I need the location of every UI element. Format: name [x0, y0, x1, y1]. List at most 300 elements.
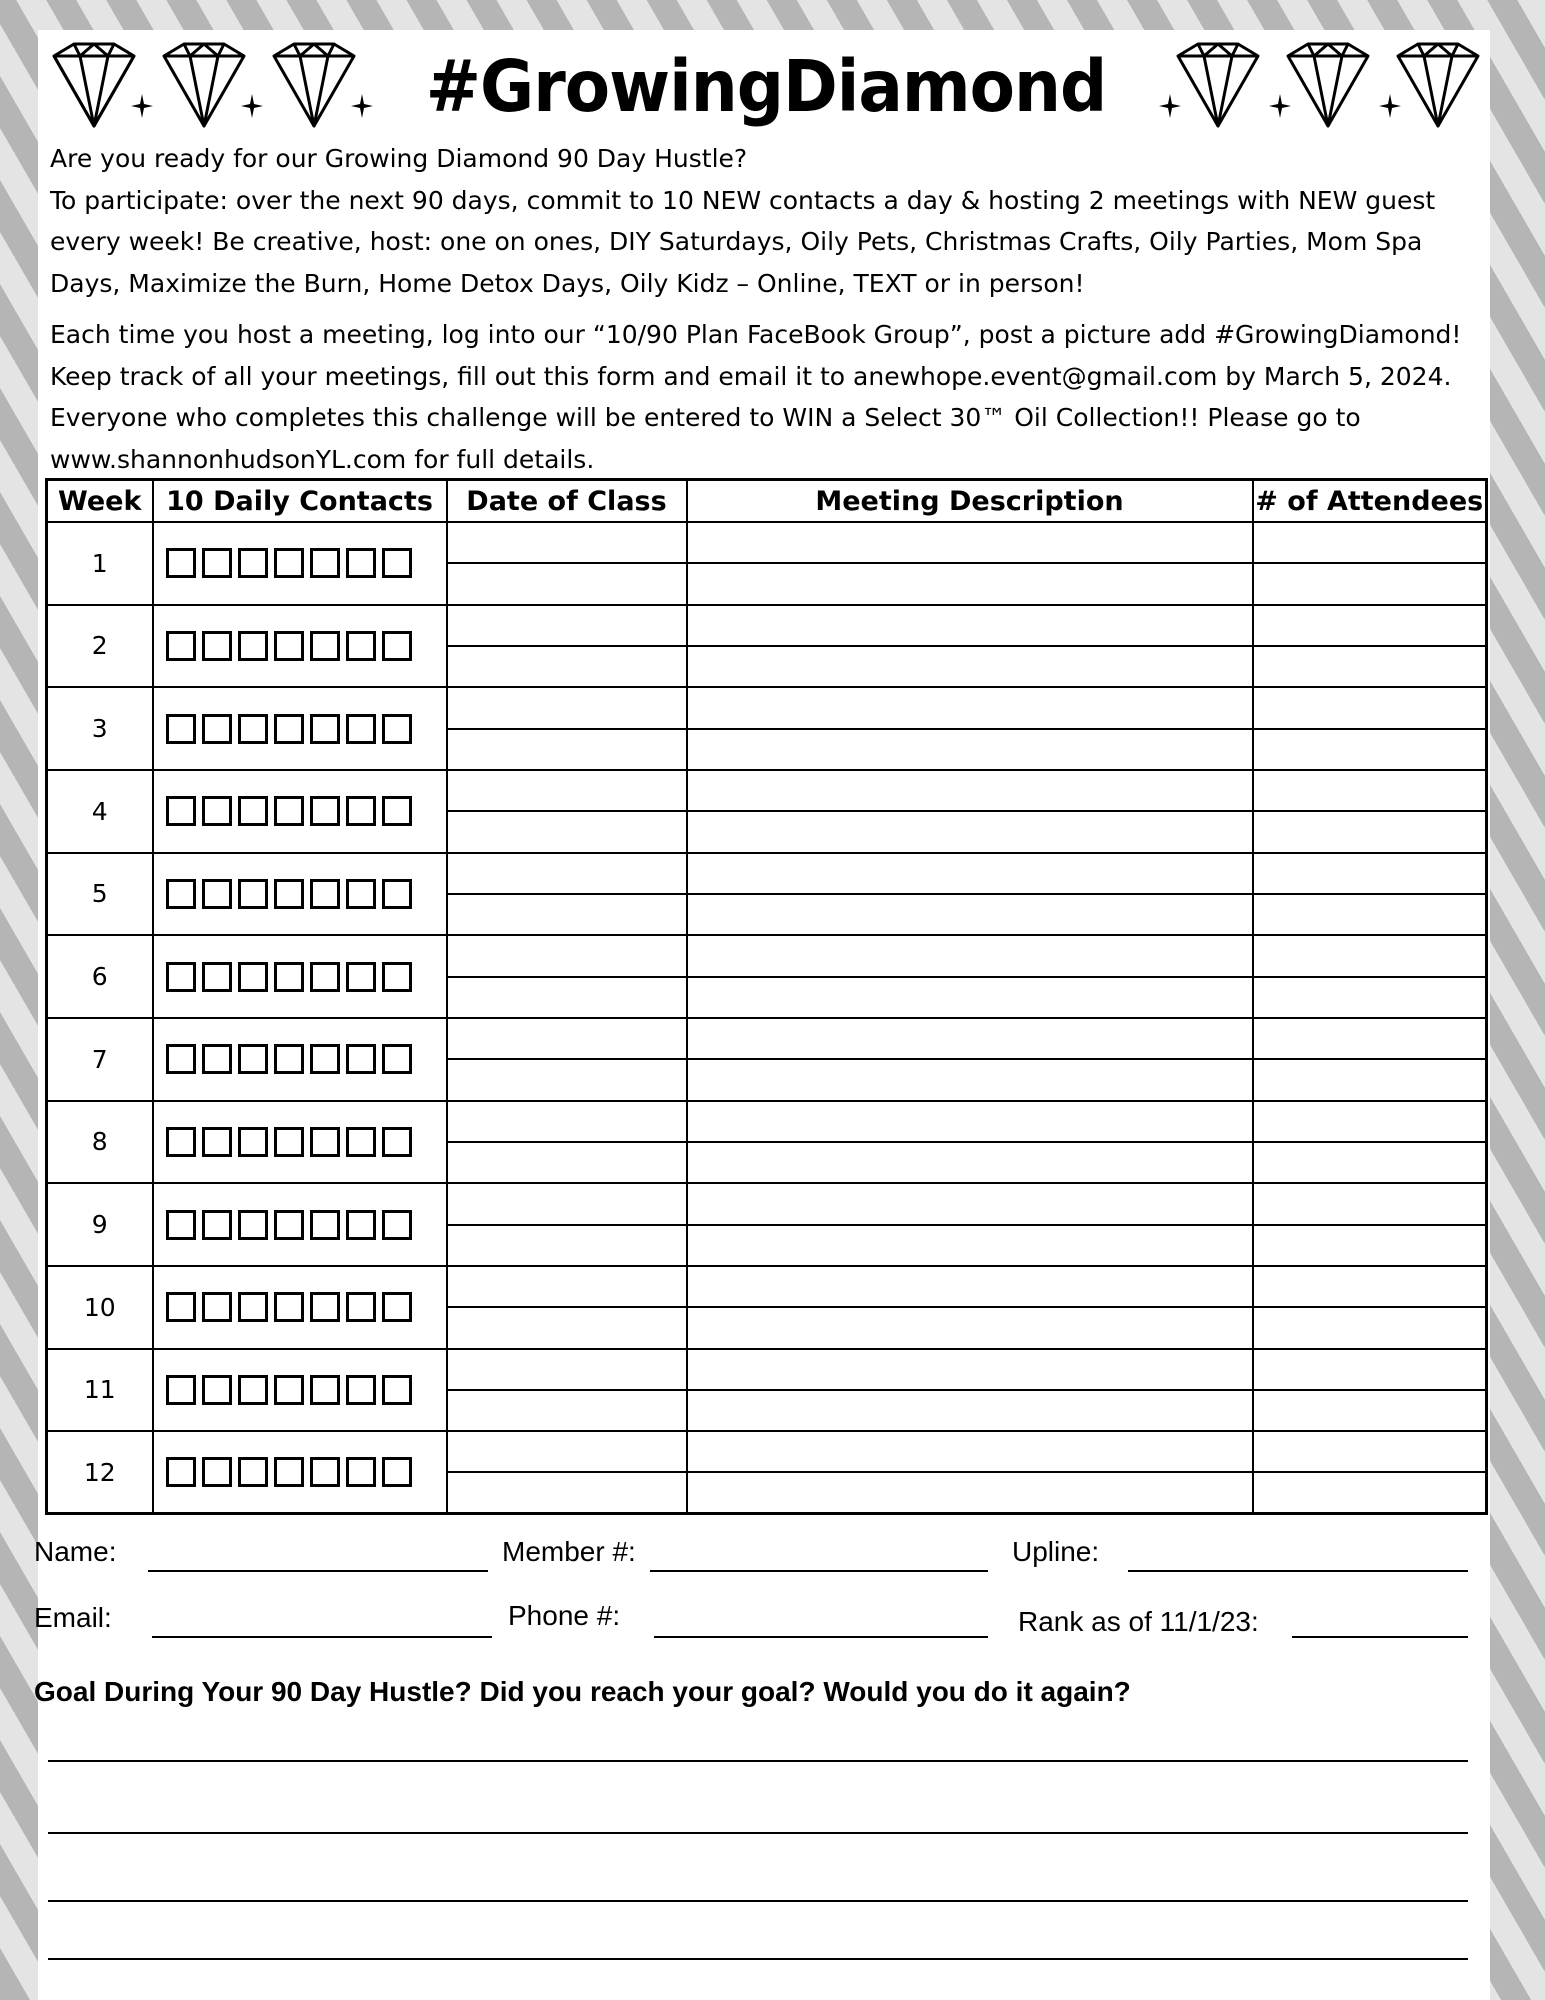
table-body: [47, 522, 1487, 1514]
member-number-field[interactable]: [650, 1570, 988, 1572]
meeting-entry-slot[interactable]: [688, 854, 1252, 895]
meeting-entry-slot[interactable]: [688, 730, 1252, 769]
hustle-log-table: [45, 478, 1488, 1515]
meeting-entry-slot[interactable]: [1254, 1184, 1486, 1225]
diamond-icon: [1378, 42, 1482, 130]
meeting-entry-slot[interactable]: [688, 688, 1252, 729]
contact-checkbox[interactable]: [274, 1375, 304, 1405]
sparkle-icon: [1269, 94, 1291, 118]
contact-checkbox[interactable]: [166, 1044, 196, 1074]
meeting-entry-slot[interactable]: [688, 1473, 1252, 1512]
contact-checkbox[interactable]: [166, 714, 196, 744]
attendees-cell: [1253, 522, 1487, 605]
table-row: [47, 935, 1487, 1018]
rank-field[interactable]: [1292, 1636, 1468, 1638]
contact-checkbox[interactable]: [346, 714, 376, 744]
two-meeting-slots: [448, 1350, 686, 1431]
contact-checkbox[interactable]: [382, 1457, 412, 1487]
meeting-entry-slot[interactable]: [1254, 812, 1486, 851]
goal-question: Goal During Your 90 Day Hustle? Did you reach your goal? Would you do it again?: [34, 1676, 1131, 1707]
week-number: 4: [47, 770, 153, 853]
daily-contacts-checkboxes: [154, 548, 446, 578]
two-meeting-slots: [448, 771, 686, 852]
contact-checkbox[interactable]: [382, 1044, 412, 1074]
two-meeting-slots: [1254, 1267, 1486, 1348]
contact-checkbox[interactable]: [346, 1292, 376, 1322]
contact-checkbox[interactable]: [382, 1210, 412, 1240]
meeting-entry-slot[interactable]: [448, 812, 686, 851]
contact-checkbox[interactable]: [310, 962, 340, 992]
contact-checkbox[interactable]: [166, 1375, 196, 1405]
phone-label: Phone #:: [508, 1600, 621, 1631]
contact-checkbox[interactable]: [346, 1210, 376, 1240]
attendees-cell: [1253, 1266, 1487, 1349]
meeting-entry-slot[interactable]: [1254, 771, 1486, 812]
meeting-entry-slot[interactable]: [688, 978, 1252, 1017]
contact-checkbox[interactable]: [310, 1292, 340, 1322]
contact-checkbox[interactable]: [382, 1127, 412, 1157]
contact-checkbox[interactable]: [346, 548, 376, 578]
table-row: [47, 605, 1487, 688]
meeting-entry-slot[interactable]: [688, 1226, 1252, 1265]
meeting-entry-slot[interactable]: [688, 771, 1252, 812]
meeting-entry-slot[interactable]: [688, 1350, 1252, 1391]
attendees-cell: [1253, 605, 1487, 688]
attendees-cell: [1253, 853, 1487, 936]
contact-checkbox[interactable]: [346, 796, 376, 826]
week-number: 2: [47, 605, 153, 688]
table-row: [47, 687, 1487, 770]
meeting-entry-slot[interactable]: [1254, 1432, 1486, 1473]
info-row-1: [34, 1536, 1484, 1602]
contact-checkbox[interactable]: [310, 1044, 340, 1074]
daily-contacts-checkboxes: [154, 1044, 446, 1074]
contact-checkbox[interactable]: [382, 714, 412, 744]
goal-answer-line-4[interactable]: [48, 1958, 1468, 1960]
contact-checkbox[interactable]: [346, 1127, 376, 1157]
meeting-description-cell: [687, 1183, 1253, 1266]
date-of-class-cell: [447, 935, 687, 1018]
attendees-cell: [1253, 1431, 1487, 1514]
meeting-entry-slot[interactable]: [688, 523, 1252, 564]
meeting-entry-slot[interactable]: [1254, 730, 1486, 769]
member-label: Member #:: [502, 1536, 636, 1567]
meeting-entry-slot[interactable]: [448, 1226, 686, 1265]
date-of-class-cell: [447, 770, 687, 853]
week-number: 6: [47, 935, 153, 1018]
date-of-class-cell: [447, 605, 687, 688]
table-row: [47, 1431, 1487, 1514]
contact-checkbox[interactable]: [310, 548, 340, 578]
meeting-entry-slot[interactable]: [448, 523, 686, 564]
contact-checkbox[interactable]: [274, 962, 304, 992]
date-of-class-cell: [447, 1349, 687, 1432]
header: [50, 36, 1482, 136]
diamond-icon: [1158, 42, 1262, 130]
contact-checkbox[interactable]: [166, 631, 196, 661]
meeting-entry-slot[interactable]: [448, 1432, 686, 1473]
meeting-description-cell: [687, 935, 1253, 1018]
header-meeting-description: Meeting Description: [687, 480, 1253, 523]
sparkle-icon: [1379, 94, 1401, 118]
contact-checkbox[interactable]: [274, 548, 304, 578]
goal-answer-line-1[interactable]: [48, 1760, 1468, 1762]
contact-checkbox[interactable]: [310, 1127, 340, 1157]
daily-contacts-cell: [153, 687, 447, 770]
contact-checkbox[interactable]: [238, 1457, 268, 1487]
daily-contacts-cell: [153, 1266, 447, 1349]
two-meeting-slots: [688, 771, 1252, 852]
two-meeting-slots: [688, 1184, 1252, 1265]
meeting-entry-slot[interactable]: [448, 771, 686, 812]
intro-question: Are you ready for our Growing Diamond 90 Day Hustle?: [50, 144, 748, 173]
attendees-cell: [1253, 935, 1487, 1018]
meeting-entry-slot[interactable]: [1254, 1267, 1486, 1308]
name-field[interactable]: [148, 1570, 488, 1572]
instructions: [50, 138, 1480, 480]
meeting-entry-slot[interactable]: [448, 730, 686, 769]
two-meeting-slots: [688, 1102, 1252, 1183]
meeting-entry-slot[interactable]: [1254, 1019, 1486, 1060]
header-date-of-class: Date of Class: [447, 480, 687, 523]
daily-contacts-checkboxes: [154, 1292, 446, 1322]
two-meeting-slots: [1254, 1432, 1486, 1512]
intro-submission: Each time you host a meeting, log into our “10/90 Plan FaceBook Group”, post a picture add #GrowingDiamond! Keep track of all your meetings, fill out this form and email it to anewhope.event@gmail.com by March 5, 2024. Everyone who completes this challenge will be entered to WIN a Select 30™ Oil Collection!! Please go to www.shannonhudsonYL.com for full details.: [50, 320, 1462, 474]
two-meeting-slots: [688, 1267, 1252, 1348]
contact-checkbox[interactable]: [238, 1375, 268, 1405]
header-week: Week: [47, 480, 153, 523]
two-meeting-slots: [448, 936, 686, 1017]
table-row: [47, 1349, 1487, 1432]
two-meeting-slots: [688, 1432, 1252, 1512]
contact-checkbox[interactable]: [202, 1210, 232, 1240]
contact-checkbox[interactable]: [166, 1292, 196, 1322]
contact-checkbox[interactable]: [238, 548, 268, 578]
contact-checkbox[interactable]: [238, 1044, 268, 1074]
two-meeting-slots: [1254, 854, 1486, 935]
contact-checkbox[interactable]: [238, 631, 268, 661]
meeting-entry-slot[interactable]: [448, 1473, 686, 1512]
contact-checkbox[interactable]: [382, 962, 412, 992]
contact-checkbox[interactable]: [202, 879, 232, 909]
week-number: 10: [47, 1266, 153, 1349]
contact-checkbox[interactable]: [166, 1210, 196, 1240]
contact-checkbox[interactable]: [166, 879, 196, 909]
contact-checkbox[interactable]: [310, 714, 340, 744]
contact-checkbox[interactable]: [346, 1457, 376, 1487]
header-daily-contacts: 10 Daily Contacts: [153, 480, 447, 523]
two-meeting-slots: [688, 1019, 1252, 1100]
date-of-class-cell: [447, 853, 687, 936]
meeting-description-cell: [687, 605, 1253, 688]
meeting-entry-slot[interactable]: [448, 1184, 686, 1225]
meeting-entry-slot[interactable]: [688, 1432, 1252, 1473]
contact-checkbox[interactable]: [274, 1457, 304, 1487]
table-row: [47, 522, 1487, 605]
contact-checkbox[interactable]: [202, 962, 232, 992]
contact-checkbox[interactable]: [166, 962, 196, 992]
contact-checkbox[interactable]: [202, 796, 232, 826]
contact-checkbox[interactable]: [274, 1127, 304, 1157]
daily-contacts-cell: [153, 853, 447, 936]
two-meeting-slots: [448, 854, 686, 935]
meeting-description-cell: [687, 770, 1253, 853]
meeting-entry-slot[interactable]: [448, 1102, 686, 1143]
meeting-entry-slot[interactable]: [688, 812, 1252, 851]
table-row: [47, 853, 1487, 936]
contact-checkbox[interactable]: [310, 1210, 340, 1240]
contact-checkbox[interactable]: [166, 1457, 196, 1487]
meeting-entry-slot[interactable]: [448, 1391, 686, 1430]
sparkle-icon: [1159, 94, 1181, 118]
contact-checkbox[interactable]: [310, 879, 340, 909]
contact-checkbox[interactable]: [346, 1375, 376, 1405]
contact-checkbox[interactable]: [238, 1210, 268, 1240]
date-of-class-cell: [447, 1183, 687, 1266]
contact-checkbox[interactable]: [166, 548, 196, 578]
daily-contacts-checkboxes: [154, 1127, 446, 1157]
table-row: [47, 770, 1487, 853]
contact-checkbox[interactable]: [382, 548, 412, 578]
goal-answer-line-3[interactable]: [48, 1900, 1468, 1902]
meeting-entry-slot[interactable]: [448, 978, 686, 1017]
two-meeting-slots: [688, 688, 1252, 769]
meeting-entry-slot[interactable]: [448, 1019, 686, 1060]
meeting-entry-slot[interactable]: [1254, 1143, 1486, 1182]
upline-label: Upline:: [1012, 1536, 1100, 1567]
contact-checkbox[interactable]: [202, 714, 232, 744]
meeting-entry-slot[interactable]: [1254, 1473, 1486, 1512]
contact-checkbox[interactable]: [310, 1375, 340, 1405]
table-row: [47, 1266, 1487, 1349]
contact-checkbox[interactable]: [238, 1292, 268, 1322]
contact-checkbox[interactable]: [202, 1457, 232, 1487]
two-meeting-slots: [448, 688, 686, 769]
meeting-entry-slot[interactable]: [1254, 936, 1486, 977]
week-number: 5: [47, 853, 153, 936]
meeting-entry-slot[interactable]: [1254, 688, 1486, 729]
two-meeting-slots: [688, 1350, 1252, 1431]
contact-checkbox[interactable]: [346, 1044, 376, 1074]
two-meeting-slots: [448, 1267, 686, 1348]
meeting-entry-slot[interactable]: [688, 1102, 1252, 1143]
sparkle-icon: [351, 94, 373, 118]
meeting-entry-slot[interactable]: [688, 647, 1252, 686]
contact-checkbox[interactable]: [166, 796, 196, 826]
meeting-entry-slot[interactable]: [1254, 606, 1486, 647]
daily-contacts-cell: [153, 522, 447, 605]
attendees-cell: [1253, 1349, 1487, 1432]
two-meeting-slots: [1254, 688, 1486, 769]
contact-checkbox[interactable]: [202, 1375, 232, 1405]
meeting-entry-slot[interactable]: [448, 936, 686, 977]
meeting-entry-slot[interactable]: [448, 647, 686, 686]
daily-contacts-checkboxes: [154, 796, 446, 826]
contact-checkbox[interactable]: [238, 962, 268, 992]
contact-checkbox[interactable]: [202, 631, 232, 661]
contact-checkbox[interactable]: [382, 879, 412, 909]
meeting-entry-slot[interactable]: [448, 1267, 686, 1308]
left-diamond-group: [50, 42, 374, 130]
week-number: 1: [47, 522, 153, 605]
daily-contacts-cell: [153, 1183, 447, 1266]
meeting-entry-slot[interactable]: [1254, 895, 1486, 934]
meeting-entry-slot[interactable]: [688, 1391, 1252, 1430]
meeting-entry-slot[interactable]: [688, 1060, 1252, 1099]
participant-info: [34, 1536, 1484, 1668]
daily-contacts-checkboxes: [154, 1375, 446, 1405]
info-row-2: [34, 1602, 1484, 1668]
two-meeting-slots: [1254, 771, 1486, 852]
contact-checkbox[interactable]: [382, 631, 412, 661]
daily-contacts-cell: [153, 770, 447, 853]
two-meeting-slots: [448, 606, 686, 687]
date-of-class-cell: [447, 522, 687, 605]
meeting-entry-slot[interactable]: [448, 564, 686, 603]
meeting-entry-slot[interactable]: [688, 936, 1252, 977]
meeting-entry-slot[interactable]: [1254, 523, 1486, 564]
two-meeting-slots: [1254, 1184, 1486, 1265]
two-meeting-slots: [1254, 1019, 1486, 1100]
page-title: #GrowingDiamond: [425, 44, 1107, 128]
meeting-entry-slot[interactable]: [688, 1308, 1252, 1347]
contact-checkbox[interactable]: [274, 1044, 304, 1074]
meeting-entry-slot[interactable]: [1254, 647, 1486, 686]
meeting-description-cell: [687, 853, 1253, 936]
table-row: [47, 1183, 1487, 1266]
intro-participation: To participate: over the next 90 days, commit to 10 NEW contacts a day & hosting 2 meetings with NEW guest every week! Be creative, host: one on ones, DIY Saturdays, Oily Pets, Christmas Crafts, Oily Parties, Mom Spa Days, Maximize the Burn, Home Detox Days, Oily Kidz – Online, TEXT or in person!: [50, 185, 1436, 298]
header-attendees: # of Attendees: [1253, 480, 1487, 523]
meeting-entry-slot[interactable]: [688, 1019, 1252, 1060]
meeting-entry-slot[interactable]: [688, 606, 1252, 647]
meeting-entry-slot[interactable]: [1254, 1060, 1486, 1099]
date-of-class-cell: [447, 1266, 687, 1349]
meeting-entry-slot[interactable]: [1254, 1350, 1486, 1391]
contact-checkbox[interactable]: [238, 1127, 268, 1157]
rank-label: Rank as of 11/1/23:: [1018, 1606, 1259, 1637]
email-field[interactable]: [152, 1636, 492, 1638]
two-meeting-slots: [688, 523, 1252, 604]
meeting-entry-slot[interactable]: [448, 1143, 686, 1182]
contact-checkbox[interactable]: [202, 1127, 232, 1157]
two-meeting-slots: [448, 1102, 686, 1183]
daily-contacts-cell: [153, 935, 447, 1018]
contact-checkbox[interactable]: [382, 1292, 412, 1322]
contact-checkbox[interactable]: [310, 631, 340, 661]
meeting-entry-slot[interactable]: [448, 606, 686, 647]
contact-checkbox[interactable]: [202, 548, 232, 578]
contact-checkbox[interactable]: [238, 796, 268, 826]
table-row: [47, 1018, 1487, 1101]
meeting-entry-slot[interactable]: [448, 854, 686, 895]
two-meeting-slots: [688, 606, 1252, 687]
right-diamond-group: [1158, 42, 1482, 130]
meeting-entry-slot[interactable]: [448, 895, 686, 934]
meeting-entry-slot[interactable]: [1254, 1308, 1486, 1347]
meeting-description-cell: [687, 687, 1253, 770]
daily-contacts-cell: [153, 1101, 447, 1184]
meeting-entry-slot[interactable]: [688, 1143, 1252, 1182]
daily-contacts-cell: [153, 605, 447, 688]
meeting-entry-slot[interactable]: [448, 1060, 686, 1099]
contact-checkbox[interactable]: [274, 714, 304, 744]
daily-contacts-checkboxes: [154, 879, 446, 909]
sparkle-icon: [241, 94, 263, 118]
contact-checkbox[interactable]: [238, 879, 268, 909]
daily-contacts-cell: [153, 1018, 447, 1101]
meeting-entry-slot[interactable]: [1254, 1391, 1486, 1430]
week-number: 9: [47, 1183, 153, 1266]
contact-checkbox[interactable]: [274, 879, 304, 909]
meeting-entry-slot[interactable]: [688, 564, 1252, 603]
week-number: 3: [47, 687, 153, 770]
contact-checkbox[interactable]: [382, 1375, 412, 1405]
date-of-class-cell: [447, 1431, 687, 1514]
contact-checkbox[interactable]: [238, 714, 268, 744]
contact-checkbox[interactable]: [346, 879, 376, 909]
upline-field[interactable]: [1128, 1570, 1468, 1572]
two-meeting-slots: [1254, 936, 1486, 1017]
contact-checkbox[interactable]: [310, 796, 340, 826]
date-of-class-cell: [447, 1101, 687, 1184]
contact-checkbox[interactable]: [202, 1044, 232, 1074]
contact-checkbox[interactable]: [274, 1292, 304, 1322]
contact-checkbox[interactable]: [382, 796, 412, 826]
contact-checkbox[interactable]: [274, 796, 304, 826]
attendees-cell: [1253, 1183, 1487, 1266]
contact-checkbox[interactable]: [346, 962, 376, 992]
contact-checkbox[interactable]: [202, 1292, 232, 1322]
contact-checkbox[interactable]: [166, 1127, 196, 1157]
daily-contacts-cell: [153, 1431, 447, 1514]
daily-contacts-checkboxes: [154, 1210, 446, 1240]
meeting-description-cell: [687, 1431, 1253, 1514]
attendees-cell: [1253, 687, 1487, 770]
meeting-entry-slot[interactable]: [688, 1267, 1252, 1308]
contact-checkbox[interactable]: [274, 631, 304, 661]
meeting-entry-slot[interactable]: [688, 1184, 1252, 1225]
goal-answer-line-2[interactable]: [48, 1832, 1468, 1834]
two-meeting-slots: [1254, 1350, 1486, 1431]
table-header-row: [47, 480, 1487, 523]
date-of-class-cell: [447, 687, 687, 770]
daily-contacts-checkboxes: [154, 962, 446, 992]
diamond-icon: [1268, 42, 1372, 130]
meeting-entry-slot[interactable]: [1254, 978, 1486, 1017]
contact-checkbox[interactable]: [310, 1457, 340, 1487]
meeting-entry-slot[interactable]: [1254, 1226, 1486, 1265]
meeting-description-cell: [687, 1101, 1253, 1184]
meeting-entry-slot[interactable]: [1254, 564, 1486, 603]
meeting-entry-slot[interactable]: [448, 1308, 686, 1347]
two-meeting-slots: [448, 1184, 686, 1265]
contact-checkbox[interactable]: [346, 631, 376, 661]
daily-contacts-checkboxes: [154, 631, 446, 661]
meeting-entry-slot[interactable]: [448, 688, 686, 729]
two-meeting-slots: [1254, 1102, 1486, 1183]
table-row: [47, 1101, 1487, 1184]
phone-field[interactable]: [654, 1636, 988, 1638]
meeting-entry-slot[interactable]: [1254, 854, 1486, 895]
two-meeting-slots: [688, 936, 1252, 1017]
meeting-entry-slot[interactable]: [1254, 1102, 1486, 1143]
week-number: 12: [47, 1431, 153, 1514]
meeting-entry-slot[interactable]: [448, 1350, 686, 1391]
daily-contacts-checkboxes: [154, 714, 446, 744]
email-label: Email:: [34, 1602, 112, 1633]
contact-checkbox[interactable]: [274, 1210, 304, 1240]
meeting-entry-slot[interactable]: [688, 895, 1252, 934]
